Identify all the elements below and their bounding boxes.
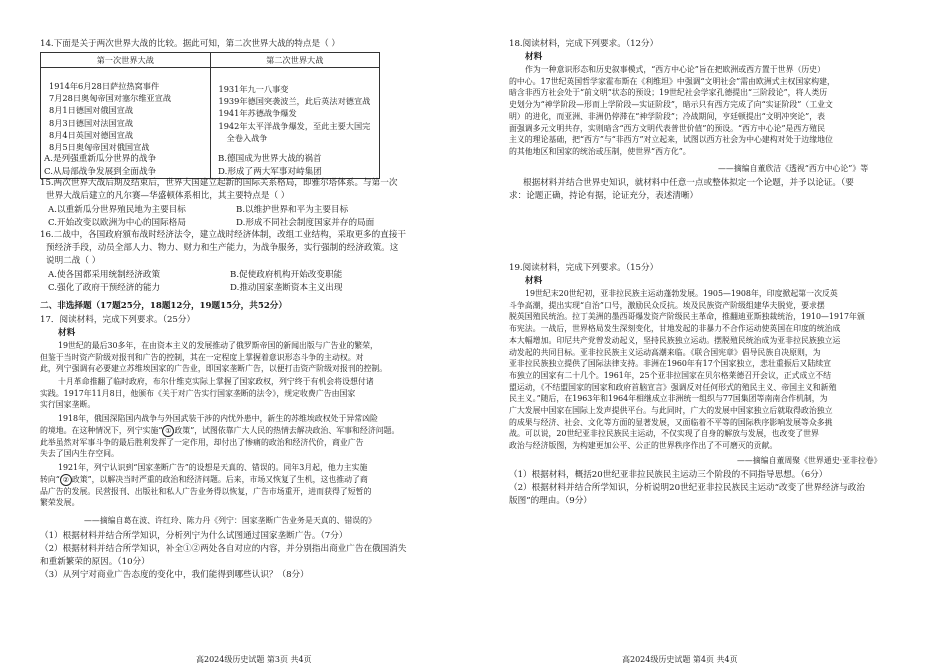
q17-p1-line: 但鉴于当时资产阶级对报刊和广告的控制，其在一定程度上掌握着意识形态斗争的主动权。对 bbox=[40, 352, 364, 362]
q18-line: 的中心。17世纪英国哲学家霍布斯在《利维坦》中强调“文明社会”需由欧洲式主权国家构建， bbox=[509, 76, 835, 86]
q17-p1-line: 此，列宁强调有必要建立苏维埃国家的广告业，即国家垄断广告，以便打击资产阶级对报刊的控制。 bbox=[40, 364, 388, 374]
q17-p1-line: 19世纪的最后30多年，在由资本主义的发展推动了俄罗斯帝国的新闻出版与广告业的繁荣， bbox=[58, 341, 378, 350]
q18-line: 明）的进化，而亚洲、非洲仍停滞在“神学阶段”；冷战期间，亨廷顿提出“文明冲突论”，表 bbox=[509, 111, 825, 121]
q14-option-c: C.从局部战争发展到全面战争 bbox=[44, 167, 157, 177]
q17-p2-line: 实践。1917年11月8日，他颁布《关于对广告实行国家垄断的法令》，规定收费广告由国家 bbox=[40, 388, 356, 398]
q19-requirement-1: （1）根据材料，概括20世纪亚非拉民族民主运动三个阶段的不同指导思想。（6分） bbox=[509, 470, 828, 480]
q19-line: 盟运动，《不结盟国家的国家和政府首脑宣言》强调反对任何形式的殖民主义、帝国主义和新殖 bbox=[509, 382, 837, 392]
q17-requirement-2-line2: 和重新繁荣的原因。（10分） bbox=[40, 557, 150, 567]
q17-paragraph-1 bbox=[40, 340, 440, 375]
q19-line: 19世纪末20世纪初，亚非拉民族主运动蓬勃发展。1905—1908年，印度掀起第一次反英 bbox=[525, 289, 838, 298]
blank-1-marker: ① bbox=[162, 425, 174, 437]
q18-line: 史划分为“神学阶段—形而上学阶段—实证阶段”，暗示只有西方完成了向“实证阶段”（工业文 bbox=[509, 100, 833, 110]
q19-line: 本大幅增加。印尼共产党曾发动起义，坚持民族独立运动。摆脱殖民统治成为亚非拉民族独立运 bbox=[509, 335, 841, 345]
q17-p3-line: 失去了国内生存空间。 bbox=[40, 449, 119, 459]
q19-requirement-2-line2: 版图”的理由。（9分） bbox=[509, 496, 592, 506]
q14-option-b: B.德国成为世界大战的祸首 bbox=[218, 154, 322, 164]
q18-line: 面强调多元文明共存，实则暗含“西方文明代表普世价值”的预设。“西方中心论”是西方殖民 bbox=[509, 123, 825, 133]
ww2-line: 1942年太平洋战争爆发，至此主要大国完 bbox=[218, 120, 371, 131]
q19-line: 斗争高潮，提出实现“自治”口号，激励民众反抗。埃及民族资产阶级组建华夫脱党，要求摆 bbox=[509, 300, 825, 310]
q15-option-c: C.开始改变以欧洲为中心的国际格局 bbox=[48, 218, 186, 228]
q17-p3-line: 1918年，俄国深陷国内战争与外国武装干涉的内忧外患中，新生的苏维埃政权处于异常凶险 bbox=[58, 414, 378, 423]
ww2-line: 全卷入战争 bbox=[226, 132, 268, 143]
q18-material-label: 材料 bbox=[525, 52, 543, 62]
q18-line: 主义的理论基础，把“西方”与“非西方”对立起来，试图以西方社会为中心建构对处于边缘地位 bbox=[509, 135, 833, 145]
q19-source: ——摘编自董周聚《世界通史·亚非拉卷》 bbox=[737, 456, 882, 465]
ww1-line: 8月3日德国对法国宣战 bbox=[49, 117, 134, 128]
q19-line: 亚非拉民族独立提供了国际法律支持。非洲在1960年有17个国家独立，悲壮重振后又陆续宣 bbox=[509, 359, 832, 369]
q17-p3-line: 此举虽然对军事斗争的最后胜利发挥了一定作用，却付出了惨痛的政治和经济代价，商业广告 bbox=[40, 437, 364, 447]
q16-option-d: D.推动国家垄断资本主义出现 bbox=[230, 283, 343, 293]
q16-option-a: A.使各国都采用统制经济政策 bbox=[48, 270, 161, 280]
q17-p2-line: 实行国家垄断。 bbox=[40, 400, 96, 410]
q18-line: 作为一种意识形态和历史叙事模式，“西方中心论”旨在把欧洲或西方置于世界（历史） bbox=[525, 65, 826, 74]
q16-line2: 预经济手段，动员全部人力、物力、财力和生产能力，为战争服务，实行强制的经济政策。这 bbox=[46, 243, 399, 253]
q18-requirement-line2: 求：论题正确，持论有据，论证充分，表述清晰） bbox=[509, 191, 699, 201]
q16-option-c: C.强化了政府干预经济的能力 bbox=[48, 283, 161, 293]
q17-p3-line: 的境地。在这种情况下，列宁实施“ ① 政策”，试图依靠广大人民的热情去解决政治、军事和经济问题。 bbox=[40, 425, 400, 435]
q19-line: 战。可以说，20世纪亚非拉民族民主运动，不仅实现了自身的解放与发展，也改变了世界 bbox=[509, 429, 819, 439]
q19-line: 民主义。”随后，在1963年和1964年相继成立非洲统一组织与77国集团等南南合作机制，为 bbox=[509, 394, 828, 404]
q17-source: ——摘编自葛在波、许红玲、陈力丹《列宁：国家垄断广告业务是天真的、错误的》 bbox=[84, 516, 376, 525]
page-3-footer: 高2024级历史试题 第3页 共4页 bbox=[196, 655, 312, 664]
q14-stem: 14.下面是关于两次世界大战的比较。据此可知，第二次世界大战的特点是（ ） bbox=[40, 39, 340, 49]
ww2-line: 1939年德国突袭波兰，此后英法对德宣战 bbox=[218, 96, 371, 107]
q18-paragraph bbox=[509, 64, 909, 158]
q17-p4-line: 1921年，列宁认识到“国家垄断广告”的设想是天真的、错误的。同年3月起，他力主实施 bbox=[58, 463, 368, 472]
q19-line: 布宪法。一战后，世界格局发生深刻变化，甘地发起的非暴力不合作运动使英国在印度的统治成 bbox=[509, 324, 841, 334]
q18-line: 的其他地区和国家的统治或压制，使世界“西方化”。 bbox=[509, 146, 691, 156]
q17-p4-line: 繁荣发展。 bbox=[40, 498, 80, 508]
table-header-ww2: 第二次世界大战 bbox=[210, 53, 380, 68]
ww2-line: 1941年苏德战争爆发 bbox=[218, 108, 297, 119]
q19-requirement-2-line1: （2）根据材料并结合所学知识，分析说明20世纪亚非拉民族民主运动“改变了世界经济与政治 bbox=[509, 483, 865, 493]
table-header-ww1: 第一次世界大战 bbox=[41, 53, 211, 68]
q15-line2: 世界大战后建立的凡尔赛—华盛顿体系相比，其主要特点是（ ） bbox=[46, 191, 290, 201]
section-2-heading: 二、非选择题（17题25分，18题12分，19题15分，共52分） bbox=[40, 301, 287, 311]
page-4-footer: 高2024级历史试题 第4页 共4页 bbox=[622, 655, 738, 664]
ww1-line: 7月28日奥匈帝国对塞尔维亚宣战 bbox=[49, 93, 172, 104]
q17-requirement-1: （1）根据材料并结合所学知识，分析列宁为什么试图通过国家垄断广告。（7分） bbox=[40, 531, 348, 541]
q17-paragraph-3 bbox=[40, 413, 440, 460]
ww1-line: 1914年6月28日萨拉热窝事件 bbox=[49, 81, 160, 91]
q17-p2-line: 十月革命推翻了临时政府，布尔什维克实际上掌握了国家政权，列宁终于有机会将设想付诸 bbox=[58, 377, 374, 386]
q16-option-b: B.促使政府机构开始改变职能 bbox=[230, 270, 343, 280]
ww1-line: 8月5日奥匈帝国对俄国宣战 bbox=[49, 142, 150, 153]
q17-requirement-2-line1: （2）根据材料并结合所学知识，补全①②两处各自对应的内容，并分别指出商业广告在俄国消失 bbox=[40, 544, 407, 554]
q18-source: ——摘编自董欣洁《透视“西方中心论”》等 bbox=[718, 164, 869, 173]
q17-material-label: 材料 bbox=[58, 328, 76, 338]
q17-p4-line: 转向“ ② 政策”，以解决当时严重的政治和经济问题。后来，市场又恢复了生机，这也推动了商 bbox=[40, 474, 368, 484]
ww1-line: 8月1日德国对俄国宣战 bbox=[49, 105, 134, 116]
ww1-line: 8月4日英国对德国宣战 bbox=[49, 129, 134, 140]
q19-line: 脱英国殖民统治。拉丁美洲的墨西哥爆发资产阶级民主革命，推翻迪亚斯独裁统治，1910—1917年颁 bbox=[509, 312, 865, 322]
q19-line: 布独立的国家有二十几个。1961年，25个亚非拉国家在贝尔格莱德召开会议，正式成立不结 bbox=[509, 370, 832, 380]
q16-line1: 16.二战中，各国政府頒布战时经济法令，建立战时经济体制，改组工业结构，采取更多的直接干 bbox=[40, 230, 407, 240]
q15-line1: 15.两次世界大战后期及结束后，世界大国建立起新的国际关系格局，即雅尔塔体系。与第一次 bbox=[40, 178, 398, 188]
q19-line: 动发起的共同目标。亚非拉民族主义运动高潮来临。《联合国宪章》倡导民族自决原则，为 bbox=[509, 347, 821, 357]
q16-line3: 说明二战（ ） bbox=[46, 256, 101, 266]
q18-requirement-line1: 根据材料并结合世界史知识，就材料中任意一点或整体拟定一个论题，并予以论证。（要 bbox=[523, 178, 854, 188]
ww2-line: 1931年九一八事变 bbox=[218, 84, 289, 94]
q14-option-a: A.是列强重新瓜分世界的战争 bbox=[44, 154, 157, 164]
q15-option-d: D.形成不同社会制度国家并存的局面 bbox=[236, 218, 375, 228]
q17-p4-line: 品广告的发展。民营报刊、出版社和私人广告业务得以恢复，广告市场重开，进而获得了短暂的 bbox=[40, 486, 372, 496]
q15-option-a: A.以重新瓜分世界殖民地为主要目标 bbox=[48, 205, 186, 215]
q19-line: 政治与经济版图，为构建更加公平、公正的世界秩序作出了不可磨灭的贡献。 bbox=[509, 441, 778, 451]
page-4 bbox=[475, 0, 950, 671]
q15-option-b: B.以维护世界和平为主要目标 bbox=[236, 205, 349, 215]
q19-line: 广大发展中国家在国际上发声提供平台。与此同时，广大的发展中国家独立后就取得政治独立 bbox=[509, 406, 833, 416]
q14-option-d: D.形成了两大军事对峙集团 bbox=[218, 167, 322, 177]
blank-2-marker: ② bbox=[60, 474, 72, 486]
q19-line: 的成果与经济、社会、文化等方面的显著发展，又面临着不平等的国际秩序影响发展等众多挑 bbox=[509, 417, 833, 427]
q17-requirement-3: （3）从列宁对商业广告态度的变化中，我们能得到哪些认识？（8分） bbox=[40, 570, 309, 580]
q17-paragraph-2 bbox=[40, 376, 440, 411]
q19-paragraph bbox=[509, 288, 909, 452]
q18-stem: 18.阅读材料，完成下列要求。（12分） bbox=[509, 39, 659, 49]
q17-stem: 17．阅读材料，完成下列要求。（25分） bbox=[40, 315, 196, 325]
q17-paragraph-4 bbox=[40, 462, 440, 509]
q18-line: 暗含非西方社会处于“前文明”状态的预设；19世纪社会学家孔德提出“三阶段论”，将人类历 bbox=[509, 88, 828, 98]
q19-stem: 19.阅读材料，完成下列要求。（15分） bbox=[509, 263, 659, 273]
q19-material-label: 材料 bbox=[525, 276, 543, 286]
